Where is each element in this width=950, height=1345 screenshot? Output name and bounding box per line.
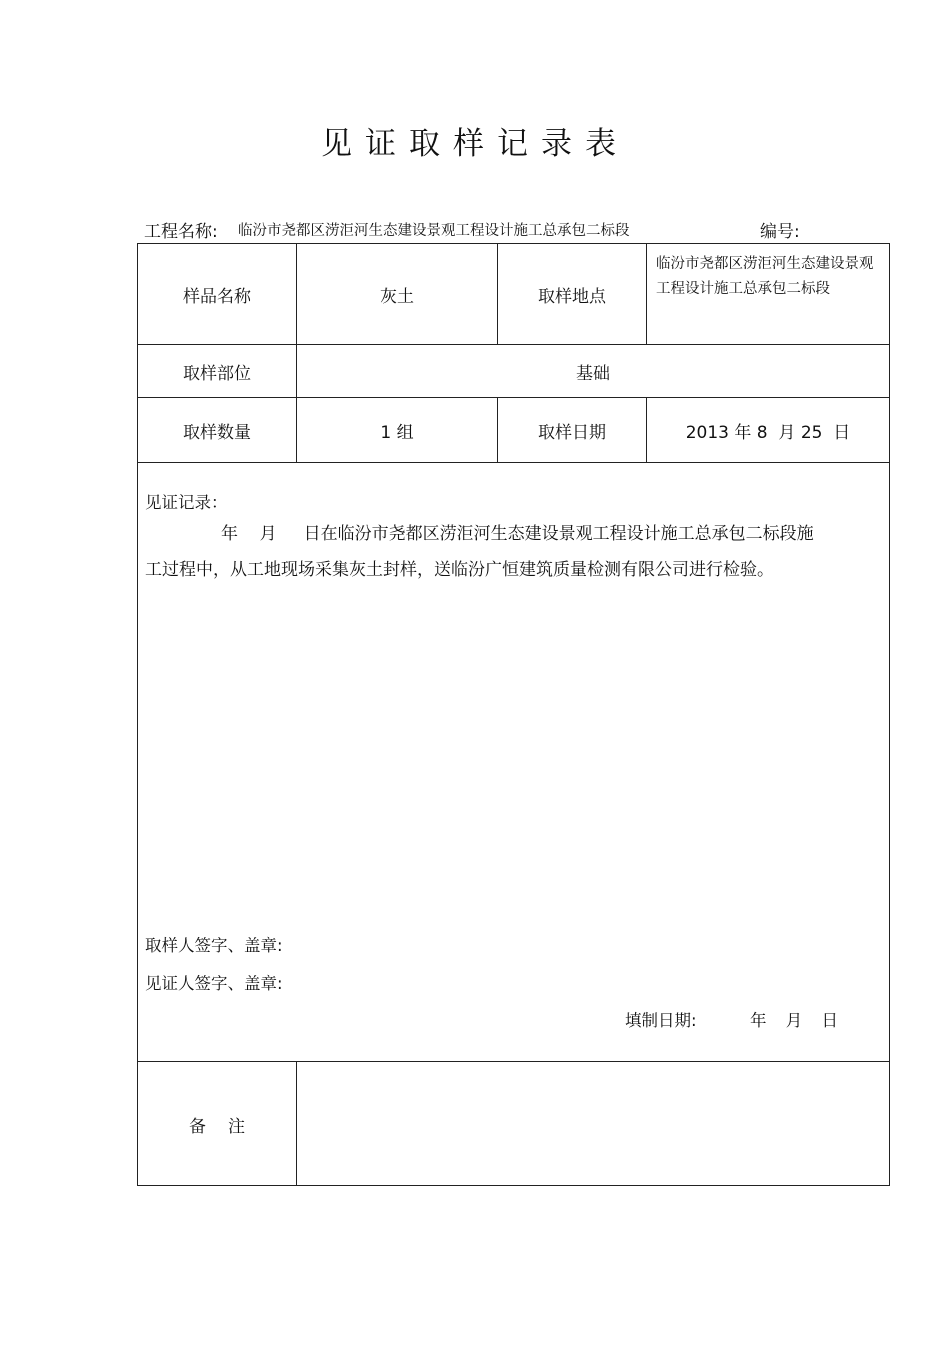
sample-quantity-label: 取样数量 bbox=[183, 422, 251, 443]
sample-location-label: 取样地点 bbox=[538, 286, 606, 307]
col-divider bbox=[646, 244, 647, 344]
sampler-signature-label: 取样人签字、盖章: bbox=[145, 936, 283, 955]
sample-date-value: 2013 年 8 月 25 日 bbox=[685, 422, 851, 443]
fill-date-label: 填制日期: bbox=[625, 1011, 697, 1030]
sample-name-value: 灰土 bbox=[380, 286, 414, 307]
record-table bbox=[137, 243, 890, 1186]
number-label: 编号: bbox=[760, 222, 800, 242]
witness-record-line: 年 月 日在临汾市尧都区涝洰河生态建设景观工程设计施工总承包二标段施 bbox=[221, 524, 814, 544]
project-name-value: 临汾市尧都区涝洰河生态建设景观工程设计施工总承包二标段 bbox=[238, 223, 630, 239]
remark-value bbox=[297, 1062, 889, 1185]
remark-label: 备注 bbox=[189, 1116, 267, 1137]
witness-record-label: 见证记录： bbox=[145, 493, 228, 512]
project-name-label: 工程名称: bbox=[144, 222, 218, 242]
remark-label-cell bbox=[138, 1062, 296, 1186]
sample-location-value: 临汾市尧都区涝洰河生态建设景观工程设计施工总承包二标段 bbox=[656, 256, 874, 297]
witness-record-body bbox=[145, 516, 880, 588]
fill-date-value: 年 月 日 bbox=[750, 1011, 838, 1030]
sample-date-label: 取样日期 bbox=[538, 422, 606, 443]
sample-part-value: 基础 bbox=[576, 363, 610, 384]
row-divider bbox=[138, 462, 889, 463]
witness-signature-label: 见证人签字、盖章: bbox=[145, 974, 283, 993]
sample-name-label: 样品名称 bbox=[183, 286, 251, 307]
sample-quantity-value: 1 组 bbox=[380, 422, 414, 443]
witness-record-line: 工过程中，从工地现场采集灰土封样，送临汾广恒建筑质量检测有限公司进行检验。 bbox=[145, 560, 774, 580]
sample-part-label: 取样部位 bbox=[183, 363, 251, 384]
project-header bbox=[144, 215, 894, 241]
page-title: 见证取样记录表 bbox=[321, 126, 629, 162]
